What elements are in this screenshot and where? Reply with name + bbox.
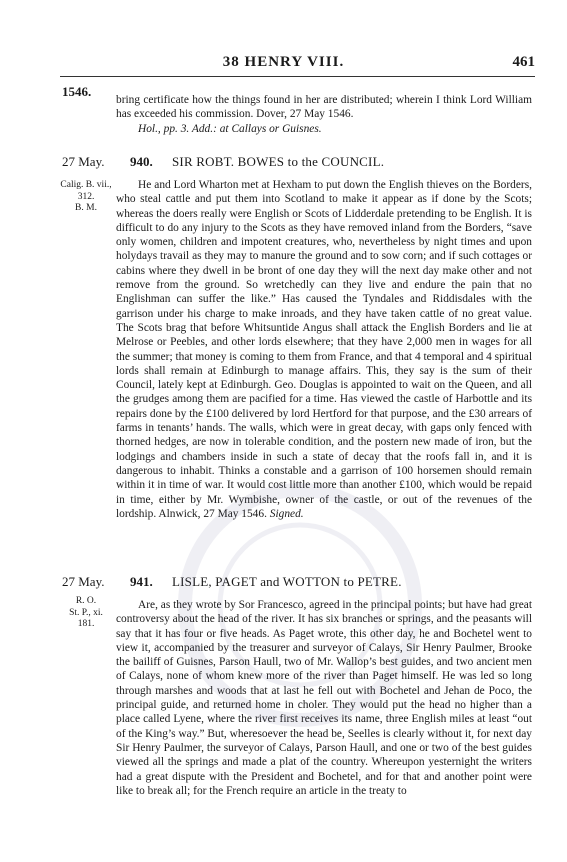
entry-941-title: LISLE, PAGET and WOTTON to PETRE.: [172, 574, 402, 589]
year-margin-note: 1546.: [62, 84, 92, 99]
entry-941-heading: [62, 574, 532, 592]
page-header: [0, 54, 567, 74]
entry-941-ref-line: St. P., xi. 181.: [69, 607, 103, 629]
previous-entry-text: bring certificate how the things found in her are distributed; wherein I think Lord William has exceeded his commission. Dover, 27 May 1546.: [116, 94, 532, 121]
entry-940-ref-line: B. M.: [75, 203, 97, 213]
entry-941-body: [116, 598, 532, 798]
entry-940-text: He and Lord Wharton met at Hexham to put down the English thieves on the Borders, who steal cattle and put them into Scotland to make it appear as if done by the Scots; whereas the doers really were English or Scots of Lidderdale pretending to be English. It is difficult to do any injury to the Scots as they have removed inland from the Borders, “save only women, children and impotent creatures, who, nevertheless by night times and upon holydays travail as they may to manure the ground and to sow corn; and if such cottages or cabins where they dwell in be bront of one day they will the next day make other and not remove from the ground. So wretchedly can they live and endure the pain that no Englishman can suffer the like.” Has caused the Tyndales and Riddisdales with the garrison under his charge to make inroads, and they have taken cattle of no great value. The Scots brag that before Whitsuntide Angus shall attack the English Borders and lie at Melrose or Peebles, and other lords elsewhere; that they have 2,000 men in wages for all the summer; that money is coming to them from France, and that 4 temporal and 4 spiritual lords shall remain at Edinburgh to manage affairs. This, they say is the sum of their Council, lately kept at Edinburgh. Geo. Douglas is appointed to wait on the Queen, and all the grudges among them are pacified for a time. Has viewed the castle of Harbottle and its repairs done by the £100 delivered by lord Hertford for that purpose, and the £30 arrears of farms in tenants’ hands. The walls, which were in great decay, with gaps only fenced with thorned hedges, are now in tolerable condition, and the postern new made of iron, but the lodgings and chambers inside in such a state of decay that the roofs fall in, and it is dangerous to inhabit. Thinks a constable and a garrison of 100 horsemen should remain within it in time of war. It would cost little more than another £100, which would be repaid in time, either by Mr. Wymbishe, owner of the castle, or out of the revenues of the lordship. Alnwick, 27 May 1546.: [116, 179, 532, 520]
page-number: 461: [512, 54, 535, 70]
previous-entry-footer: Hol., pp. 3. Add.: at Callays or Guisnes.: [138, 122, 322, 135]
entry-941-text: Are, as they wrote by Sor Francesco, agreed in the principal points; but have had great controversy about the head of the river. It has six branches or springs, and the peasants will say that it has four or five heads. As Paget wrote, this other day, he and Bochetel went to view it, accompanied by the treasurer and surveyor of Calays, Sir Henry Paulmer, Brooke the bailiff of Guisnes, Parson Haull, two of Mr. Wallop’s best guides, and two ancient men of Calays, none of whom knew more of the river than Paget himself. He was led so long through marshes and woods that at last he fell out with Bochetel and Jehan de Poco, the principal guide, and returned home in choler. They would put the head no higher than a place called Lyene, where the river first receives its name, three English miles at least “out of the King’s way.” But, wheresoever the head be, Seelles is clearly without it, for next day Sir Henry Paulmer, the surveyor of Calays, Parson Haull, and one or two of the best guides viewed all the springs and made a plat of the country. Whereupon yesternight the writers had a great dispute with the President and Bochetel, and for that and another point were like to break all; for the French require an article in the treaty to: [116, 599, 532, 797]
entry-940-ref-line: 312.: [77, 191, 95, 202]
entry-940-reference: [60, 180, 112, 215]
entry-940-date: 27 May.: [62, 154, 105, 169]
entry-941-reference: [60, 596, 112, 631]
header-rule: [60, 76, 535, 77]
running-head-reign: 38 HENRY VIII.: [222, 54, 345, 70]
entry-940-ref-line: Calig. B. vii.,: [60, 180, 112, 190]
entry-940-signed: Signed.: [269, 507, 304, 520]
entry-940-heading: [62, 154, 532, 172]
entry-940-title: SIR ROBT. BOWES to the COUNCIL.: [172, 154, 385, 169]
entry-940-number: 940.: [130, 154, 153, 169]
entry-941-date: 27 May.: [62, 574, 105, 589]
previous-entry-continuation: [116, 93, 532, 136]
entry-941-ref-line: R. O.: [75, 596, 97, 606]
entry-941-number: 941.: [130, 574, 153, 589]
entry-940-body: [116, 178, 532, 521]
